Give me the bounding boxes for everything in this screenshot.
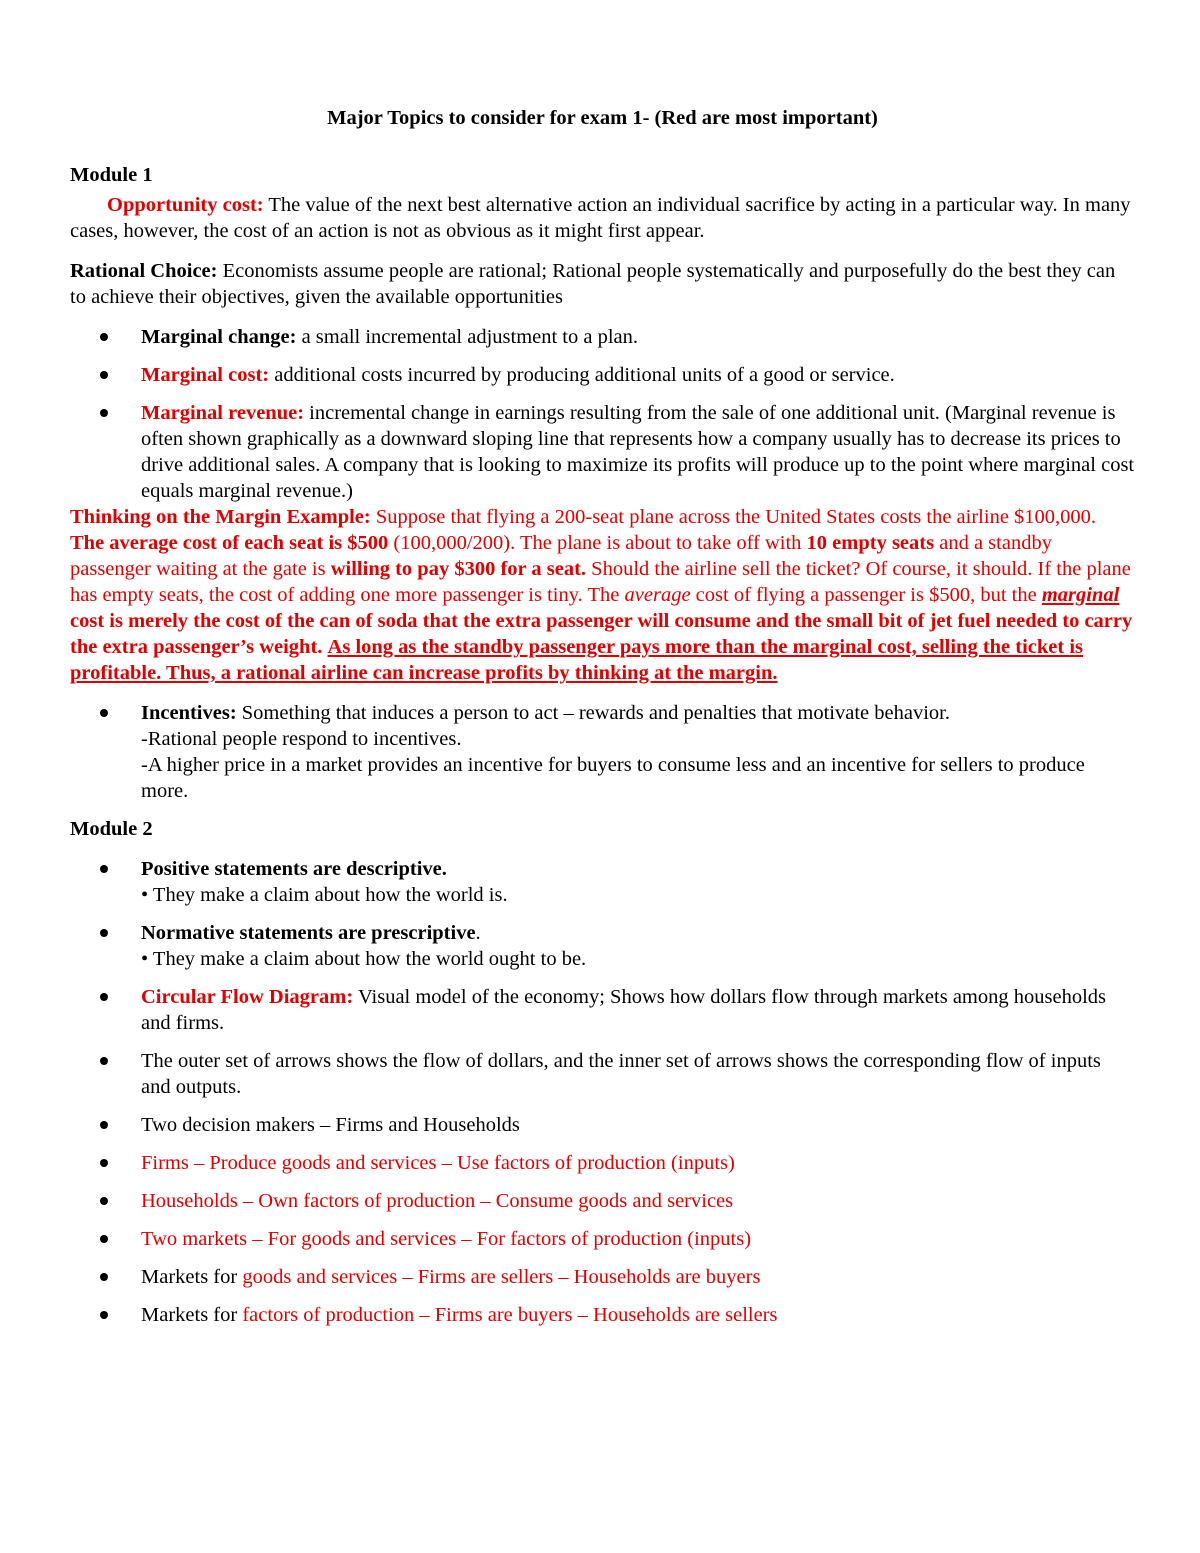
example-text: (100,000/200). The plane is about to take off with (388, 532, 807, 554)
two-decision-makers-text: Two decision makers – Firms and Households (141, 1114, 520, 1136)
incentives-list (70, 700, 1135, 804)
marginal-change-text: a small incremental adjustment to a plan. (296, 326, 639, 348)
example-bold-italic: marginal (1041, 584, 1120, 606)
bullet-icon (100, 929, 108, 937)
rational-choice-paragraph (70, 258, 1135, 310)
incentives-line: -Rational people respond to incentives. (141, 728, 462, 750)
normative-statements-term: Normative statements are prescriptive (141, 922, 476, 944)
opportunity-cost-paragraph (70, 192, 1135, 244)
module-1-bullet-list (70, 324, 1135, 504)
list-item (70, 1264, 1135, 1290)
example-bold: cost is merely the cost of the can of soda that the extra passenger will consume and the small bit of jet fuel needed to carry the extra passenger’s weight. (70, 610, 1133, 658)
bullet-icon (100, 865, 108, 873)
markets-goods-text: goods and services – Firms are sellers – Households are buyers (242, 1266, 761, 1288)
list-item (70, 700, 1135, 804)
positive-statements-sub: • They make a claim about how the world is. (141, 884, 508, 906)
document-title: Major Topics to consider for exam 1- (Red are most important) (327, 107, 878, 129)
margin-example-term: Thinking on the Margin Example: (70, 506, 371, 528)
list-item (70, 856, 1135, 908)
opportunity-cost-term: Opportunity cost: (107, 194, 264, 216)
bullet-icon (100, 1197, 108, 1205)
bullet-icon (100, 333, 108, 341)
households-text: Households – Own factors of production – Consume goods and services (141, 1190, 734, 1212)
bullet-icon (100, 1235, 108, 1243)
normative-statements-sub: • They make a claim about how the world ought to be. (141, 948, 587, 970)
bullet-icon (100, 409, 108, 417)
bullet-icon (100, 1159, 108, 1167)
outer-arrows-text: The outer set of arrows shows the flow of dollars, and the inner set of arrows shows the corresponding flow of inputs and outputs. (141, 1050, 1101, 1098)
marginal-cost-text: additional costs incurred by producing additional units of a good or service. (269, 364, 895, 386)
incentives-term: Incentives: (141, 702, 237, 724)
list-item (70, 1112, 1135, 1138)
opportunity-cost-text: The value of the next best alternative action an individual sacrifice by acting in a particular way. In many cases, however, the cost of an action is not as obvious as it might first appear. (70, 194, 1131, 242)
list-item (70, 1188, 1135, 1214)
list-item (70, 1048, 1135, 1100)
bullet-icon (100, 1121, 108, 1129)
module-2-bullet-list (70, 856, 1135, 1328)
document-page (70, 105, 1135, 1340)
firms-text: Firms – Produce goods and services – Use factors of production (inputs) (141, 1152, 735, 1174)
circular-flow-text: Visual model of the economy; Shows how dollars flow through markets among households and firms. (141, 986, 1107, 1034)
marginal-revenue-text: incremental change in earnings resulting from the sale of one additional unit. (Marginal revenue is often shown graphically as a downward sloping line that represents how a company usually has to decrease its prices to drive additional sales. A company that is looking to maximize its profits will produce up to the point where marginal cost equals marginal revenue.) (141, 402, 1135, 502)
example-text: Suppose that flying a 200-seat plane across the United States costs the airline $100,000. (370, 506, 1097, 528)
rational-choice-term: Rational Choice: (70, 260, 218, 282)
example-bold: 10 empty seats (806, 532, 935, 554)
example-bold: The average cost of each seat is $500 (70, 532, 389, 554)
module-2-heading: Module 2 (70, 818, 153, 840)
bullet-icon (100, 1273, 108, 1281)
list-item (70, 400, 1135, 504)
list-item (70, 362, 1135, 388)
bullet-icon (100, 1311, 108, 1319)
example-text: and a standby passenger waiting at the gate is (70, 532, 1052, 580)
example-bold: willing to pay $300 for a seat. (330, 558, 587, 580)
list-item (70, 1302, 1135, 1328)
rational-choice-text: Economists assume people are rational; Rational people systematically and purposefully do the best they can to achieve their objectives, given the available opportunities (70, 260, 1116, 308)
list-item (70, 920, 1135, 972)
list-item (70, 984, 1135, 1036)
normative-period: . (475, 922, 481, 944)
marginal-cost-term: Marginal cost: (141, 364, 270, 386)
markets-factors-text: factors of production – Firms are buyers – Households are sellers (242, 1304, 778, 1326)
positive-statements-term: Positive statements are descriptive. (141, 858, 447, 880)
module-1-heading: Module 1 (70, 164, 153, 186)
bullet-icon (100, 371, 108, 379)
circular-flow-term: Circular Flow Diagram: (141, 986, 354, 1008)
list-item (70, 324, 1135, 350)
example-text: cost of flying a passenger is $500, but the (690, 584, 1042, 606)
example-underlined: As long as the standby passenger pays more than the marginal cost, selling the ticket is profitable. Thus, a rational airline can increase profits by thinking at the margin. (70, 636, 1084, 684)
markets-factors-lead: Markets for (141, 1304, 243, 1326)
incentives-line: -A higher price in a market provides an incentive for buyers to consume less and an incentive for sellers to produce more. (141, 754, 1085, 802)
list-item (70, 1226, 1135, 1252)
bullet-icon (100, 709, 108, 717)
list-item (70, 1150, 1135, 1176)
two-markets-text: Two markets – For goods and services – For factors of production (inputs) (141, 1228, 752, 1250)
example-text: Should the airline sell the ticket? Of course, it should. If the plane has empty seats, the cost of adding one more passenger is tiny. The (70, 558, 1131, 606)
markets-goods-lead: Markets for (141, 1266, 243, 1288)
incentives-text: Something that induces a person to act – rewards and penalties that motivate behavior. (236, 702, 950, 724)
bullet-icon (100, 1057, 108, 1065)
marginal-change-term: Marginal change: (141, 326, 297, 348)
bullet-icon (100, 993, 108, 1001)
marginal-revenue-term: Marginal revenue: (141, 402, 305, 424)
margin-example-paragraph (70, 504, 1135, 686)
example-italic: average (624, 584, 691, 606)
